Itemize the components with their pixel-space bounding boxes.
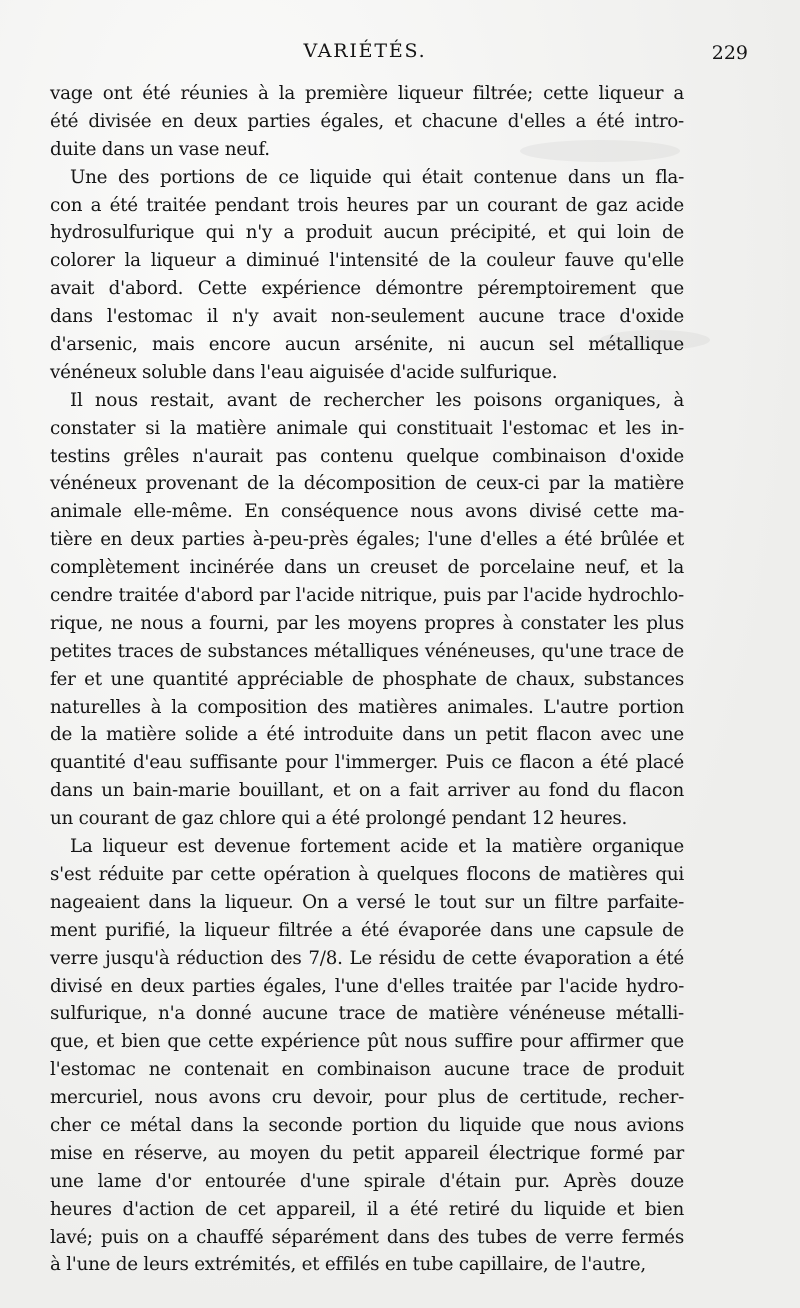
text-line: s'est réduite par cette opération à quelques flocons de matières qui xyxy=(50,863,684,885)
body-text xyxy=(50,80,684,1279)
text-line: tière en deux parties à-peu-près égales; l'une d'elles a été brûlée et xyxy=(50,529,684,551)
text-line: vénéneux soluble dans l'eau aiguisée d'acide sulfurique. xyxy=(50,361,558,383)
text-line: Une des portions de ce liquide qui était contenue dans un fla- xyxy=(70,166,684,188)
text-line: La liqueur est devenue fortement acide et la matière organique xyxy=(70,836,684,858)
text-line: mise en réserve, au moyen du petit appareil électrique formé par xyxy=(50,1142,684,1164)
text-line: rique, ne nous a fourni, par les moyens propres à constater les plus xyxy=(50,612,684,634)
text-line: à l'une de leurs extrémités, et effilés en tube capillaire, de l'autre, xyxy=(50,1254,646,1276)
text-line: mercuriel, nous avons cru devoir, pour plus de certitude, recher- xyxy=(50,1087,684,1109)
text-line: lavé; puis on a chauffé séparément dans des tubes de verre fermés xyxy=(50,1226,684,1248)
text-line: quantité d'eau suffisante pour l'immerger. Puis ce flacon a été placé xyxy=(50,752,684,774)
text-line: sulfurique, n'a donné aucune trace de matière vénéneuse métalli- xyxy=(50,1003,684,1025)
text-line: constater si la matière animale qui constituait l'estomac et les in- xyxy=(50,417,684,439)
text-line: vage ont été réunies à la première liqueur filtrée; cette liqueur a xyxy=(50,83,684,104)
text-line: colorer la liqueur a diminué l'intensité de la couleur fauve qu'elle xyxy=(50,250,684,272)
text-line: con a été traitée pendant trois heures par un courant de gaz acide xyxy=(50,194,684,216)
text-line: avait d'abord. Cette expérience démontre péremptoirement que xyxy=(50,278,684,300)
text-line: nageaient dans la liqueur. On a versé le tout sur un filtre parfaite- xyxy=(50,891,684,913)
text-line: un courant de gaz chlore qui a été prolongé pendant 12 heures. xyxy=(50,808,628,830)
text-line: cendre traitée d'abord par l'acide nitrique, puis par l'acide hydrochlo- xyxy=(50,585,684,607)
paragraph xyxy=(50,80,684,164)
text-line: animale elle-même. En conséquence nous avons divisé cette ma- xyxy=(50,501,684,523)
text-line: complètement incinérée dans un creuset de porcelaine neuf, et la xyxy=(50,557,684,579)
running-title: VARIÉTÉS. xyxy=(303,40,427,62)
text-line: été divisée en deux parties égales, et chacune d'elles a été intro- xyxy=(50,110,684,132)
text-line: verre jusqu'à réduction des 7/8. Le résidu de cette évaporation a été xyxy=(50,947,684,969)
page-header xyxy=(50,40,748,72)
paragraph xyxy=(50,833,684,1279)
paragraph xyxy=(50,387,684,833)
text-line: divisé en deux parties égales, l'une d'elles traitée par l'acide hydro- xyxy=(50,975,684,997)
text-line: dans l'estomac il n'y avait non-seulement aucune trace d'oxide xyxy=(50,306,684,328)
text-line: petites traces de substances métalliques vénéneuses, qu'une trace de xyxy=(50,640,684,662)
text-line: cher ce métal dans la seconde portion du liquide que nous avions xyxy=(50,1114,684,1136)
text-line: duite dans un vase neuf. xyxy=(50,138,270,160)
text-line: vénéneux provenant de la décomposition de ceux-ci par la matière xyxy=(50,473,684,495)
text-line: de la matière solide a été introduite dans un petit flacon avec une xyxy=(50,724,684,746)
paragraph xyxy=(50,164,684,387)
text-line: d'arsenic, mais encore aucun arsénite, ni aucun sel métallique xyxy=(50,334,684,356)
text-line: naturelles à la composition des matières animales. L'autre portion xyxy=(50,696,684,718)
text-line: ment purifié, la liqueur filtrée a été évaporée dans une capsule de xyxy=(50,919,684,941)
text-line: Il nous restait, avant de rechercher les poisons organiques, à xyxy=(70,389,684,411)
text-line: l'estomac ne contenait en combinaison aucune trace de produit xyxy=(50,1059,684,1081)
text-line: une lame d'or entourée d'une spirale d'étain pur. Après douze xyxy=(50,1170,684,1192)
page-number: 229 xyxy=(711,42,748,64)
text-line: testins grêles n'aurait pas contenu quelque combinaison d'oxide xyxy=(50,445,684,467)
text-line: que, et bien que cette expérience pût nous suffire pour affirmer que xyxy=(50,1031,684,1053)
text-line: dans un bain-marie bouillant, et on a fait arriver au fond du flacon xyxy=(50,780,684,802)
text-line: hydrosulfurique qui n'y a produit aucun précipité, et qui loin de xyxy=(50,222,684,244)
text-line: fer et une quantité appréciable de phosphate de chaux, substances xyxy=(50,668,684,690)
text-line: heures d'action de cet appareil, il a été retiré du liquide et bien xyxy=(50,1198,684,1220)
